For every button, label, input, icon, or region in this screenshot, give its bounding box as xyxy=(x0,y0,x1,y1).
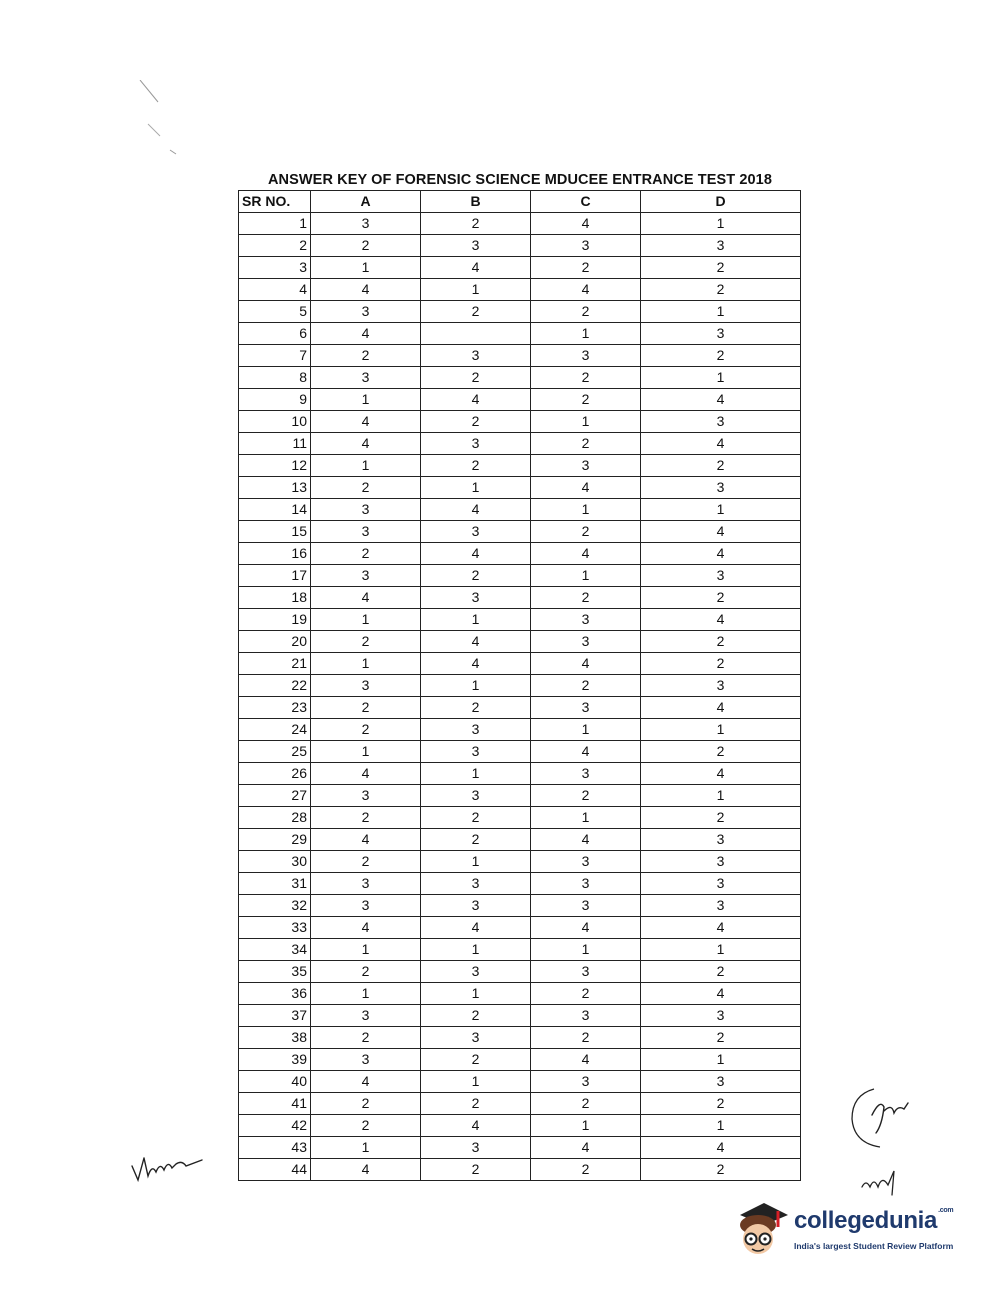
cell-answer-a: 2 xyxy=(311,1093,421,1115)
table-row xyxy=(239,213,801,235)
cell-answer-a: 4 xyxy=(311,917,421,939)
logo-tagline: India's largest Student Review Platform xyxy=(794,1241,954,1251)
cell-answer-c: 3 xyxy=(531,697,641,719)
table-row xyxy=(239,279,801,301)
cell-answer-a: 3 xyxy=(311,895,421,917)
cell-sr-no: 10 xyxy=(239,411,311,433)
cell-answer-c: 4 xyxy=(531,829,641,851)
cell-answer-c: 4 xyxy=(531,741,641,763)
cell-sr-no: 40 xyxy=(239,1071,311,1093)
cell-answer-d: 1 xyxy=(641,785,801,807)
cell-answer-c: 2 xyxy=(531,983,641,1005)
cell-answer-c: 2 xyxy=(531,675,641,697)
cell-answer-a: 1 xyxy=(311,1137,421,1159)
cell-sr-no: 43 xyxy=(239,1137,311,1159)
cell-answer-d: 2 xyxy=(641,455,801,477)
cell-answer-a: 2 xyxy=(311,719,421,741)
cell-sr-no: 20 xyxy=(239,631,311,653)
cell-answer-d: 4 xyxy=(641,433,801,455)
table-row xyxy=(239,829,801,851)
cell-sr-no: 17 xyxy=(239,565,311,587)
cell-answer-b: 3 xyxy=(421,521,531,543)
cell-answer-c: 2 xyxy=(531,301,641,323)
header-set-d: D xyxy=(641,191,801,213)
cell-answer-b: 2 xyxy=(421,1159,531,1181)
cell-answer-d: 4 xyxy=(641,983,801,1005)
cell-answer-b: 4 xyxy=(421,631,531,653)
cell-answer-c: 2 xyxy=(531,1093,641,1115)
table-row xyxy=(239,873,801,895)
cell-answer-a: 1 xyxy=(311,257,421,279)
cell-sr-no: 2 xyxy=(239,235,311,257)
cell-answer-b: 3 xyxy=(421,1027,531,1049)
cell-answer-b: 2 xyxy=(421,367,531,389)
cell-answer-d: 2 xyxy=(641,279,801,301)
cell-sr-no: 11 xyxy=(239,433,311,455)
cell-sr-no: 8 xyxy=(239,367,311,389)
table-row xyxy=(239,851,801,873)
cell-answer-a: 1 xyxy=(311,653,421,675)
table-row xyxy=(239,1027,801,1049)
cell-answer-a: 2 xyxy=(311,1115,421,1137)
table-row xyxy=(239,697,801,719)
table-row xyxy=(239,807,801,829)
cell-answer-d: 2 xyxy=(641,257,801,279)
cell-answer-d: 4 xyxy=(641,1137,801,1159)
cell-sr-no: 4 xyxy=(239,279,311,301)
cell-answer-c: 3 xyxy=(531,1071,641,1093)
cell-answer-a: 2 xyxy=(311,631,421,653)
cell-sr-no: 41 xyxy=(239,1093,311,1115)
cell-sr-no: 26 xyxy=(239,763,311,785)
cell-answer-b: 3 xyxy=(421,873,531,895)
cell-answer-b xyxy=(421,323,531,345)
cell-answer-d: 3 xyxy=(641,323,801,345)
cell-answer-c: 3 xyxy=(531,609,641,631)
cell-answer-d: 1 xyxy=(641,1049,801,1071)
cell-answer-b: 3 xyxy=(421,433,531,455)
cell-answer-b: 1 xyxy=(421,279,531,301)
cell-answer-b: 3 xyxy=(421,1137,531,1159)
cell-answer-c: 4 xyxy=(531,279,641,301)
cell-answer-a: 4 xyxy=(311,411,421,433)
table-row xyxy=(239,367,801,389)
table-row xyxy=(239,939,801,961)
cell-sr-no: 35 xyxy=(239,961,311,983)
cell-answer-b: 1 xyxy=(421,763,531,785)
cell-answer-a: 1 xyxy=(311,983,421,1005)
cell-sr-no: 32 xyxy=(239,895,311,917)
table-row xyxy=(239,499,801,521)
cell-sr-no: 1 xyxy=(239,213,311,235)
cell-sr-no: 15 xyxy=(239,521,311,543)
cell-answer-b: 3 xyxy=(421,345,531,367)
table-row xyxy=(239,895,801,917)
table-row xyxy=(239,1159,801,1181)
cell-answer-d: 1 xyxy=(641,939,801,961)
cell-answer-c: 3 xyxy=(531,235,641,257)
cell-answer-d: 2 xyxy=(641,741,801,763)
cell-answer-a: 2 xyxy=(311,477,421,499)
cell-answer-a: 1 xyxy=(311,389,421,411)
table-row xyxy=(239,521,801,543)
cell-answer-b: 1 xyxy=(421,477,531,499)
cell-answer-d: 2 xyxy=(641,345,801,367)
cell-answer-a: 4 xyxy=(311,763,421,785)
cell-answer-c: 1 xyxy=(531,1115,641,1137)
cell-sr-no: 18 xyxy=(239,587,311,609)
cell-answer-d: 4 xyxy=(641,609,801,631)
cell-answer-a: 4 xyxy=(311,1071,421,1093)
cell-answer-b: 1 xyxy=(421,1071,531,1093)
cell-answer-a: 3 xyxy=(311,213,421,235)
cell-sr-no: 19 xyxy=(239,609,311,631)
cell-answer-a: 3 xyxy=(311,499,421,521)
cell-answer-d: 1 xyxy=(641,719,801,741)
cell-answer-c: 4 xyxy=(531,543,641,565)
cell-answer-c: 4 xyxy=(531,213,641,235)
document-title: ANSWER KEY OF FORENSIC SCIENCE MDUCEE ENTRANCE TEST 2018 xyxy=(267,172,773,188)
cell-answer-a: 1 xyxy=(311,939,421,961)
table-row xyxy=(239,1071,801,1093)
table-row xyxy=(239,301,801,323)
cell-answer-d: 2 xyxy=(641,1093,801,1115)
cell-answer-b: 3 xyxy=(421,785,531,807)
cell-answer-c: 1 xyxy=(531,939,641,961)
cell-answer-b: 2 xyxy=(421,1005,531,1027)
table-row xyxy=(239,433,801,455)
cell-sr-no: 9 xyxy=(239,389,311,411)
table-row xyxy=(239,587,801,609)
cell-answer-b: 4 xyxy=(421,1115,531,1137)
table-row xyxy=(239,389,801,411)
cell-answer-b: 2 xyxy=(421,301,531,323)
cell-answer-a: 1 xyxy=(311,741,421,763)
table-row xyxy=(239,235,801,257)
table-row xyxy=(239,983,801,1005)
table-row xyxy=(239,961,801,983)
cell-sr-no: 38 xyxy=(239,1027,311,1049)
cell-sr-no: 21 xyxy=(239,653,311,675)
scan-marks xyxy=(130,80,190,160)
cell-answer-b: 4 xyxy=(421,257,531,279)
table-row xyxy=(239,785,801,807)
cell-answer-a: 3 xyxy=(311,521,421,543)
cell-answer-d: 3 xyxy=(641,851,801,873)
cell-answer-a: 4 xyxy=(311,323,421,345)
table-row xyxy=(239,1137,801,1159)
cell-answer-b: 2 xyxy=(421,565,531,587)
cell-answer-b: 3 xyxy=(421,235,531,257)
cell-answer-d: 3 xyxy=(641,235,801,257)
cell-answer-d: 2 xyxy=(641,1159,801,1181)
cell-answer-b: 2 xyxy=(421,697,531,719)
table-row xyxy=(239,477,801,499)
cell-answer-a: 2 xyxy=(311,851,421,873)
cell-sr-no: 6 xyxy=(239,323,311,345)
table-row xyxy=(239,1093,801,1115)
cell-answer-a: 2 xyxy=(311,543,421,565)
cell-answer-b: 2 xyxy=(421,213,531,235)
cell-sr-no: 31 xyxy=(239,873,311,895)
cell-sr-no: 23 xyxy=(239,697,311,719)
header-set-a: A xyxy=(311,191,421,213)
cell-answer-b: 4 xyxy=(421,543,531,565)
cell-sr-no: 33 xyxy=(239,917,311,939)
cell-answer-d: 2 xyxy=(641,631,801,653)
cell-answer-d: 1 xyxy=(641,367,801,389)
cell-answer-b: 2 xyxy=(421,411,531,433)
cell-answer-c: 4 xyxy=(531,1137,641,1159)
cell-sr-no: 27 xyxy=(239,785,311,807)
cell-answer-c: 4 xyxy=(531,917,641,939)
cell-answer-a: 2 xyxy=(311,807,421,829)
cell-answer-a: 3 xyxy=(311,1049,421,1071)
table-row xyxy=(239,565,801,587)
cell-answer-d: 1 xyxy=(641,213,801,235)
cell-answer-b: 2 xyxy=(421,1093,531,1115)
cell-sr-no: 34 xyxy=(239,939,311,961)
cell-answer-c: 2 xyxy=(531,521,641,543)
header-set-c: C xyxy=(531,191,641,213)
cell-answer-c: 3 xyxy=(531,873,641,895)
cell-answer-c: 3 xyxy=(531,895,641,917)
table-row xyxy=(239,345,801,367)
cell-answer-b: 1 xyxy=(421,609,531,631)
cell-answer-c: 1 xyxy=(531,323,641,345)
table-row xyxy=(239,543,801,565)
cell-sr-no: 22 xyxy=(239,675,311,697)
cell-answer-d: 1 xyxy=(641,301,801,323)
cell-answer-d: 3 xyxy=(641,873,801,895)
cell-answer-a: 1 xyxy=(311,455,421,477)
cell-sr-no: 5 xyxy=(239,301,311,323)
cell-answer-b: 3 xyxy=(421,719,531,741)
cell-answer-a: 2 xyxy=(311,235,421,257)
cell-answer-d: 3 xyxy=(641,895,801,917)
table-row xyxy=(239,631,801,653)
cell-answer-a: 3 xyxy=(311,367,421,389)
cell-answer-c: 3 xyxy=(531,763,641,785)
cell-answer-a: 1 xyxy=(311,609,421,631)
cell-answer-d: 2 xyxy=(641,961,801,983)
cell-answer-b: 4 xyxy=(421,389,531,411)
cell-sr-no: 44 xyxy=(239,1159,311,1181)
cell-answer-b: 3 xyxy=(421,961,531,983)
table-row xyxy=(239,763,801,785)
cell-answer-c: 2 xyxy=(531,433,641,455)
cell-sr-no: 37 xyxy=(239,1005,311,1027)
cell-answer-d: 2 xyxy=(641,807,801,829)
cell-answer-c: 2 xyxy=(531,587,641,609)
cell-answer-a: 3 xyxy=(311,301,421,323)
table-row xyxy=(239,653,801,675)
table-row xyxy=(239,257,801,279)
collegedunia-logo xyxy=(730,1197,970,1267)
cell-answer-d: 4 xyxy=(641,543,801,565)
cell-answer-d: 4 xyxy=(641,763,801,785)
cell-answer-b: 1 xyxy=(421,675,531,697)
cell-sr-no: 14 xyxy=(239,499,311,521)
cell-answer-a: 4 xyxy=(311,433,421,455)
cell-answer-a: 3 xyxy=(311,565,421,587)
cell-answer-b: 3 xyxy=(421,587,531,609)
cell-answer-c: 3 xyxy=(531,1005,641,1027)
cell-sr-no: 24 xyxy=(239,719,311,741)
cell-answer-d: 2 xyxy=(641,653,801,675)
table-row xyxy=(239,1005,801,1027)
handwritten-initials xyxy=(858,1165,908,1199)
table-row xyxy=(239,323,801,345)
cell-answer-c: 2 xyxy=(531,1027,641,1049)
cell-answer-c: 2 xyxy=(531,389,641,411)
cell-answer-c: 3 xyxy=(531,631,641,653)
handwritten-signature-right xyxy=(846,1085,916,1155)
cell-sr-no: 25 xyxy=(239,741,311,763)
cell-answer-b: 4 xyxy=(421,499,531,521)
cell-sr-no: 36 xyxy=(239,983,311,1005)
cell-answer-d: 2 xyxy=(641,587,801,609)
cell-answer-a: 3 xyxy=(311,785,421,807)
header-sr-no: SR NO. xyxy=(239,191,311,213)
table-row xyxy=(239,455,801,477)
table-row xyxy=(239,719,801,741)
cell-sr-no: 28 xyxy=(239,807,311,829)
cell-answer-c: 2 xyxy=(531,1159,641,1181)
cell-answer-b: 1 xyxy=(421,851,531,873)
cell-answer-b: 2 xyxy=(421,829,531,851)
cell-answer-c: 3 xyxy=(531,345,641,367)
cell-answer-c: 1 xyxy=(531,719,641,741)
cell-answer-d: 4 xyxy=(641,917,801,939)
cell-answer-c: 1 xyxy=(531,565,641,587)
cell-answer-d: 3 xyxy=(641,829,801,851)
cell-answer-d: 2 xyxy=(641,1027,801,1049)
cell-answer-c: 3 xyxy=(531,851,641,873)
cell-sr-no: 13 xyxy=(239,477,311,499)
cell-answer-d: 4 xyxy=(641,389,801,411)
cell-answer-c: 2 xyxy=(531,257,641,279)
cell-answer-c: 1 xyxy=(531,807,641,829)
cell-sr-no: 7 xyxy=(239,345,311,367)
mascot-icon xyxy=(730,1197,792,1259)
cell-answer-c: 4 xyxy=(531,1049,641,1071)
cell-answer-a: 2 xyxy=(311,697,421,719)
logo-wordmark: collegedunia$^{.com}$ xyxy=(794,1207,954,1234)
cell-answer-c: 2 xyxy=(531,785,641,807)
table-row xyxy=(239,675,801,697)
cell-answer-c: 2 xyxy=(531,367,641,389)
cell-answer-b: 3 xyxy=(421,895,531,917)
cell-answer-c: 3 xyxy=(531,455,641,477)
cell-answer-d: 4 xyxy=(641,521,801,543)
cell-answer-d: 1 xyxy=(641,499,801,521)
cell-answer-d: 3 xyxy=(641,477,801,499)
cell-answer-c: 1 xyxy=(531,499,641,521)
cell-answer-a: 2 xyxy=(311,1027,421,1049)
cell-answer-d: 4 xyxy=(641,697,801,719)
cell-answer-b: 1 xyxy=(421,983,531,1005)
cell-sr-no: 29 xyxy=(239,829,311,851)
cell-sr-no: 30 xyxy=(239,851,311,873)
cell-answer-a: 2 xyxy=(311,345,421,367)
header-set-b: B xyxy=(421,191,531,213)
cell-answer-a: 2 xyxy=(311,961,421,983)
table-row xyxy=(239,741,801,763)
answer-key-table xyxy=(238,190,801,1181)
table-row xyxy=(239,609,801,631)
cell-answer-c: 3 xyxy=(531,961,641,983)
cell-sr-no: 42 xyxy=(239,1115,311,1137)
cell-sr-no: 16 xyxy=(239,543,311,565)
cell-answer-a: 4 xyxy=(311,1159,421,1181)
cell-sr-no: 12 xyxy=(239,455,311,477)
cell-answer-d: 1 xyxy=(641,1115,801,1137)
cell-answer-d: 3 xyxy=(641,1005,801,1027)
cell-answer-a: 4 xyxy=(311,829,421,851)
cell-answer-b: 3 xyxy=(421,741,531,763)
cell-answer-b: 2 xyxy=(421,807,531,829)
cell-answer-b: 2 xyxy=(421,1049,531,1071)
cell-answer-a: 3 xyxy=(311,1005,421,1027)
table-row xyxy=(239,917,801,939)
table-header-row xyxy=(239,191,801,213)
cell-answer-d: 3 xyxy=(641,565,801,587)
cell-sr-no: 3 xyxy=(239,257,311,279)
cell-answer-c: 1 xyxy=(531,411,641,433)
cell-answer-c: 4 xyxy=(531,653,641,675)
cell-answer-a: 3 xyxy=(311,675,421,697)
cell-answer-b: 4 xyxy=(421,917,531,939)
cell-sr-no: 39 xyxy=(239,1049,311,1071)
table-row xyxy=(239,411,801,433)
cell-answer-a: 4 xyxy=(311,279,421,301)
cell-answer-d: 3 xyxy=(641,1071,801,1093)
cell-answer-c: 4 xyxy=(531,477,641,499)
cell-answer-b: 4 xyxy=(421,653,531,675)
cell-answer-a: 3 xyxy=(311,873,421,895)
cell-answer-b: 2 xyxy=(421,455,531,477)
table-row xyxy=(239,1049,801,1071)
handwritten-signature-left xyxy=(128,1150,208,1184)
table-body xyxy=(239,213,801,1181)
cell-answer-a: 4 xyxy=(311,587,421,609)
cell-answer-b: 1 xyxy=(421,939,531,961)
cell-answer-d: 3 xyxy=(641,411,801,433)
table-row xyxy=(239,1115,801,1137)
cell-answer-d: 3 xyxy=(641,675,801,697)
